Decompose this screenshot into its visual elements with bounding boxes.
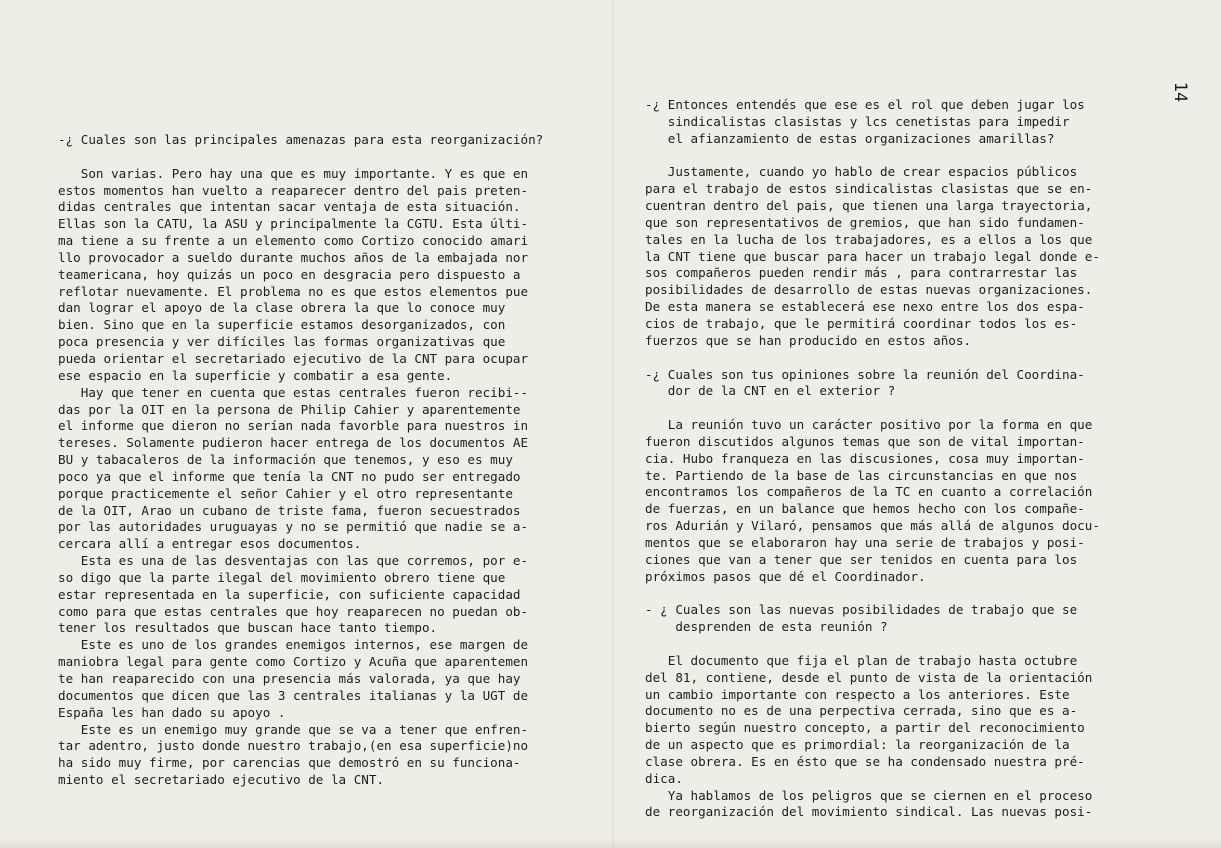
text-line: sindicalistas clasistas y lcs cenetistas para impedir <box>645 113 1070 129</box>
text-line: so digo que la parte ilegal del movimiento obrero tiene que <box>58 569 506 585</box>
text-line: para el trabajo de estos sindicalistas clasistas que se en- <box>645 181 1093 197</box>
text-line: cia. Hubo franqueza en las discusiones, cosa muy importan- <box>645 450 1085 466</box>
text-line: cuentran dentro del pais, que tienen una larga trayectoria, <box>645 198 1093 214</box>
text-line: de reorganización del movimiento sindical. Las nuevas posi- <box>645 804 1093 820</box>
text-line: teamericana, hoy quizás un poco en desgracia pero dispuesto a <box>58 266 521 282</box>
text-line: cercara allí a entregar esos documentos. <box>58 536 362 552</box>
text-line: ciones que van a tener que ser tenidos en cuenta para los <box>645 551 1078 567</box>
text-line: maniobra legal para gente como Cortizo y Acuña que aparentemen <box>58 654 529 670</box>
text-line: El documento que fija el plan de trabajo hasta octubre <box>645 652 1078 668</box>
text-line: España les han dado su apoyo . <box>58 704 286 720</box>
text-line: -¿ Entonces entendés que ese es el rol que deben jugar los <box>645 97 1085 112</box>
text-line: mentos que se elaboraron hay una serie de trabajos y posi- <box>645 534 1085 550</box>
text-line: -¿ Cuales son las principales amenazas para esta reorganización? <box>58 132 544 147</box>
text-line: que son representativos de gremios, que han sido fundamen- <box>645 214 1085 230</box>
text-line: como para que estas centrales que hoy reaparecen no puedan ob- <box>58 603 529 619</box>
text-line: ha sido muy firme, por carencias que demostró en su funciona- <box>58 755 521 771</box>
text-line: clase obrera. Es en ésto que se ha condensado nuestra pré- <box>645 753 1085 769</box>
text-line: estar representada en la superficie, con suficiente capacidad <box>58 586 521 602</box>
text-line: de fuerzas, en un balance que hemos hecho con los compañe- <box>645 501 1085 517</box>
text-line <box>645 636 1100 653</box>
text-line: dor de la CNT en el exterior ? <box>645 383 896 399</box>
text-line: miento el secretariado ejecutivo de la CNT. <box>58 772 385 788</box>
text-line: Ellas son la CATU, la ASU y principalmente la CGTU. Esta últi- <box>58 216 529 232</box>
text-line: ma tiene a su frente a un elemento como Cortizo conocido amari <box>58 233 529 249</box>
text-line: próximos pasos que dé el Coordinador. <box>645 568 926 584</box>
text-line: sos compañeros pueden rendir más , para contrarrestar las <box>645 265 1078 281</box>
text-line: ese espacio en la superficie y combatir a esa gente. <box>58 367 453 383</box>
text-line: BU y tabacaleros de la información que tenemos, y eso es muy <box>58 452 513 468</box>
text-line: posibilidades de desarrollo de estas nuevas organizaciones. <box>645 282 1093 298</box>
text-line <box>645 585 1100 602</box>
text-line: reflotar nuevamente. El problema no es que estos elementos pue <box>58 283 529 299</box>
text-line: del 81, contiene, desde el punto de vista de la orientación <box>645 669 1093 685</box>
text-line: documento no es de una perpectiva cerrada, sino que es a- <box>645 703 1078 719</box>
text-line: fueron discutidos algunos temas que son de vital importan- <box>645 433 1085 449</box>
text-line: Este es un enemigo muy grande que se va a tener que enfren- <box>58 721 529 737</box>
text-line <box>645 400 1100 417</box>
text-line: llo provocador a sueldo durante muchos años de la embajada nor <box>58 249 529 265</box>
text-line: tener los resultados que buscan hace tanto tiempo. <box>58 620 438 636</box>
page-number: 14 <box>1170 81 1190 103</box>
text-line <box>645 350 1100 367</box>
text-line: desprenden de esta reunión ? <box>645 619 888 635</box>
text-line: documentos que dicen que las 3 centrales italianas y la UGT de <box>58 687 529 703</box>
text-line: bien. Sino que en la superficie estamos desorganizados, con <box>58 317 506 333</box>
page-fold <box>612 0 614 848</box>
text-line: tar adentro, justo donde nuestro trabajo,(en esa superficie)no <box>58 738 529 754</box>
text-line: Hay que tener en cuenta que estas centrales fueron recibi-- <box>58 384 529 400</box>
text-line: el informe que dieron no serían nada favorble para nuestros in <box>58 418 529 434</box>
text-line: por las autoridades uruguayas y no se permitió que nadie se a- <box>58 519 529 535</box>
text-line: Esta es una de las desventajas con las que corremos, por e- <box>58 553 529 569</box>
text-line: un cambio importante con respecto a los anteriores. Este <box>645 686 1070 702</box>
text-line: De esta manera se establecerá ese nexo entre los dos espa- <box>645 299 1085 315</box>
text-line: te. Partiendo de la base de las circunstancias en que nos <box>645 467 1078 483</box>
text-line: pueda orientar el secretariado ejecutivo de la CNT para ocupar <box>58 350 529 366</box>
text-line: la CNT tiene que buscar para hacer un trabajo legal donde e- <box>645 248 1100 264</box>
text-line: dica. <box>645 770 683 786</box>
text-line: encontramos los compañeros de la TC en cuanto a correlación <box>645 484 1093 500</box>
text-line: estos momentos han vuelto a reaparecer dentro del pais preten- <box>58 182 529 198</box>
left-column <box>58 132 543 789</box>
text-line: porque practicemente el señor Cahier y el otro representante <box>58 485 513 501</box>
text-line: de la OIT, Arao un cubano de triste fama, fueron secuestrados <box>58 502 521 518</box>
text-line <box>645 148 1100 165</box>
text-line <box>58 149 543 166</box>
text-line: -¿ Cuales son tus opiniones sobre la reunión del Coordina- <box>645 366 1085 382</box>
text-line: poca presencia y ver difíciles las formas organizativas que <box>58 334 506 350</box>
text-line: La reunión tuvo un carácter positivo por la forma en que <box>645 417 1093 433</box>
right-column <box>645 97 1100 821</box>
text-line: bierto según nuestro concepto, a partir del reconocimiento <box>645 720 1085 736</box>
text-line: didas centrales que intentan sacar ventaja de esta situación. <box>58 199 521 215</box>
text-line: te han reaparecido con una presencia más valorada, ya que hay <box>58 671 521 686</box>
text-line: cios de trabajo, que le permitirá coordinar todos los es- <box>645 315 1078 331</box>
text-line: Este es uno de los grandes enemigos internos, ese margen de <box>58 637 529 653</box>
text-line: tales en la lucha de los trabajadores, es a ellos a los que <box>645 231 1093 247</box>
page-edge <box>0 838 1221 848</box>
text-line: - ¿ Cuales son las nuevas posibilidades de trabajo que se <box>645 602 1078 618</box>
text-line: de un aspecto que es primordial: la reorganización de la <box>645 737 1070 753</box>
text-line: fuerzos que se han producido en estos años. <box>645 332 972 348</box>
text-line: ros Adurián y Vilaró, pensamos que más allá de algunos docu- <box>645 518 1100 534</box>
text-line: el afianzamiento de estas organizaciones amarillas? <box>645 130 1055 146</box>
text-line: Justamente, cuando yo hablo de crear espacios públicos <box>645 164 1078 180</box>
text-line: poco ya que el informe que tenía la CNT no pudo ser entregado <box>58 468 521 484</box>
text-line: Ya hablamos de los peligros que se ciernen en el proceso <box>645 787 1093 803</box>
text-line: das por la OIT en la persona de Philip Cahier y aparentemente <box>58 401 521 417</box>
text-line: dan lograr el apoyo de la clase obrera la que lo conoce muy <box>58 300 506 316</box>
text-line: Son varias. Pero hay una que es muy importante. Y es que en <box>58 165 529 181</box>
text-line: tereses. Solamente pudieron hacer entrega de los documentos AE <box>58 435 529 451</box>
